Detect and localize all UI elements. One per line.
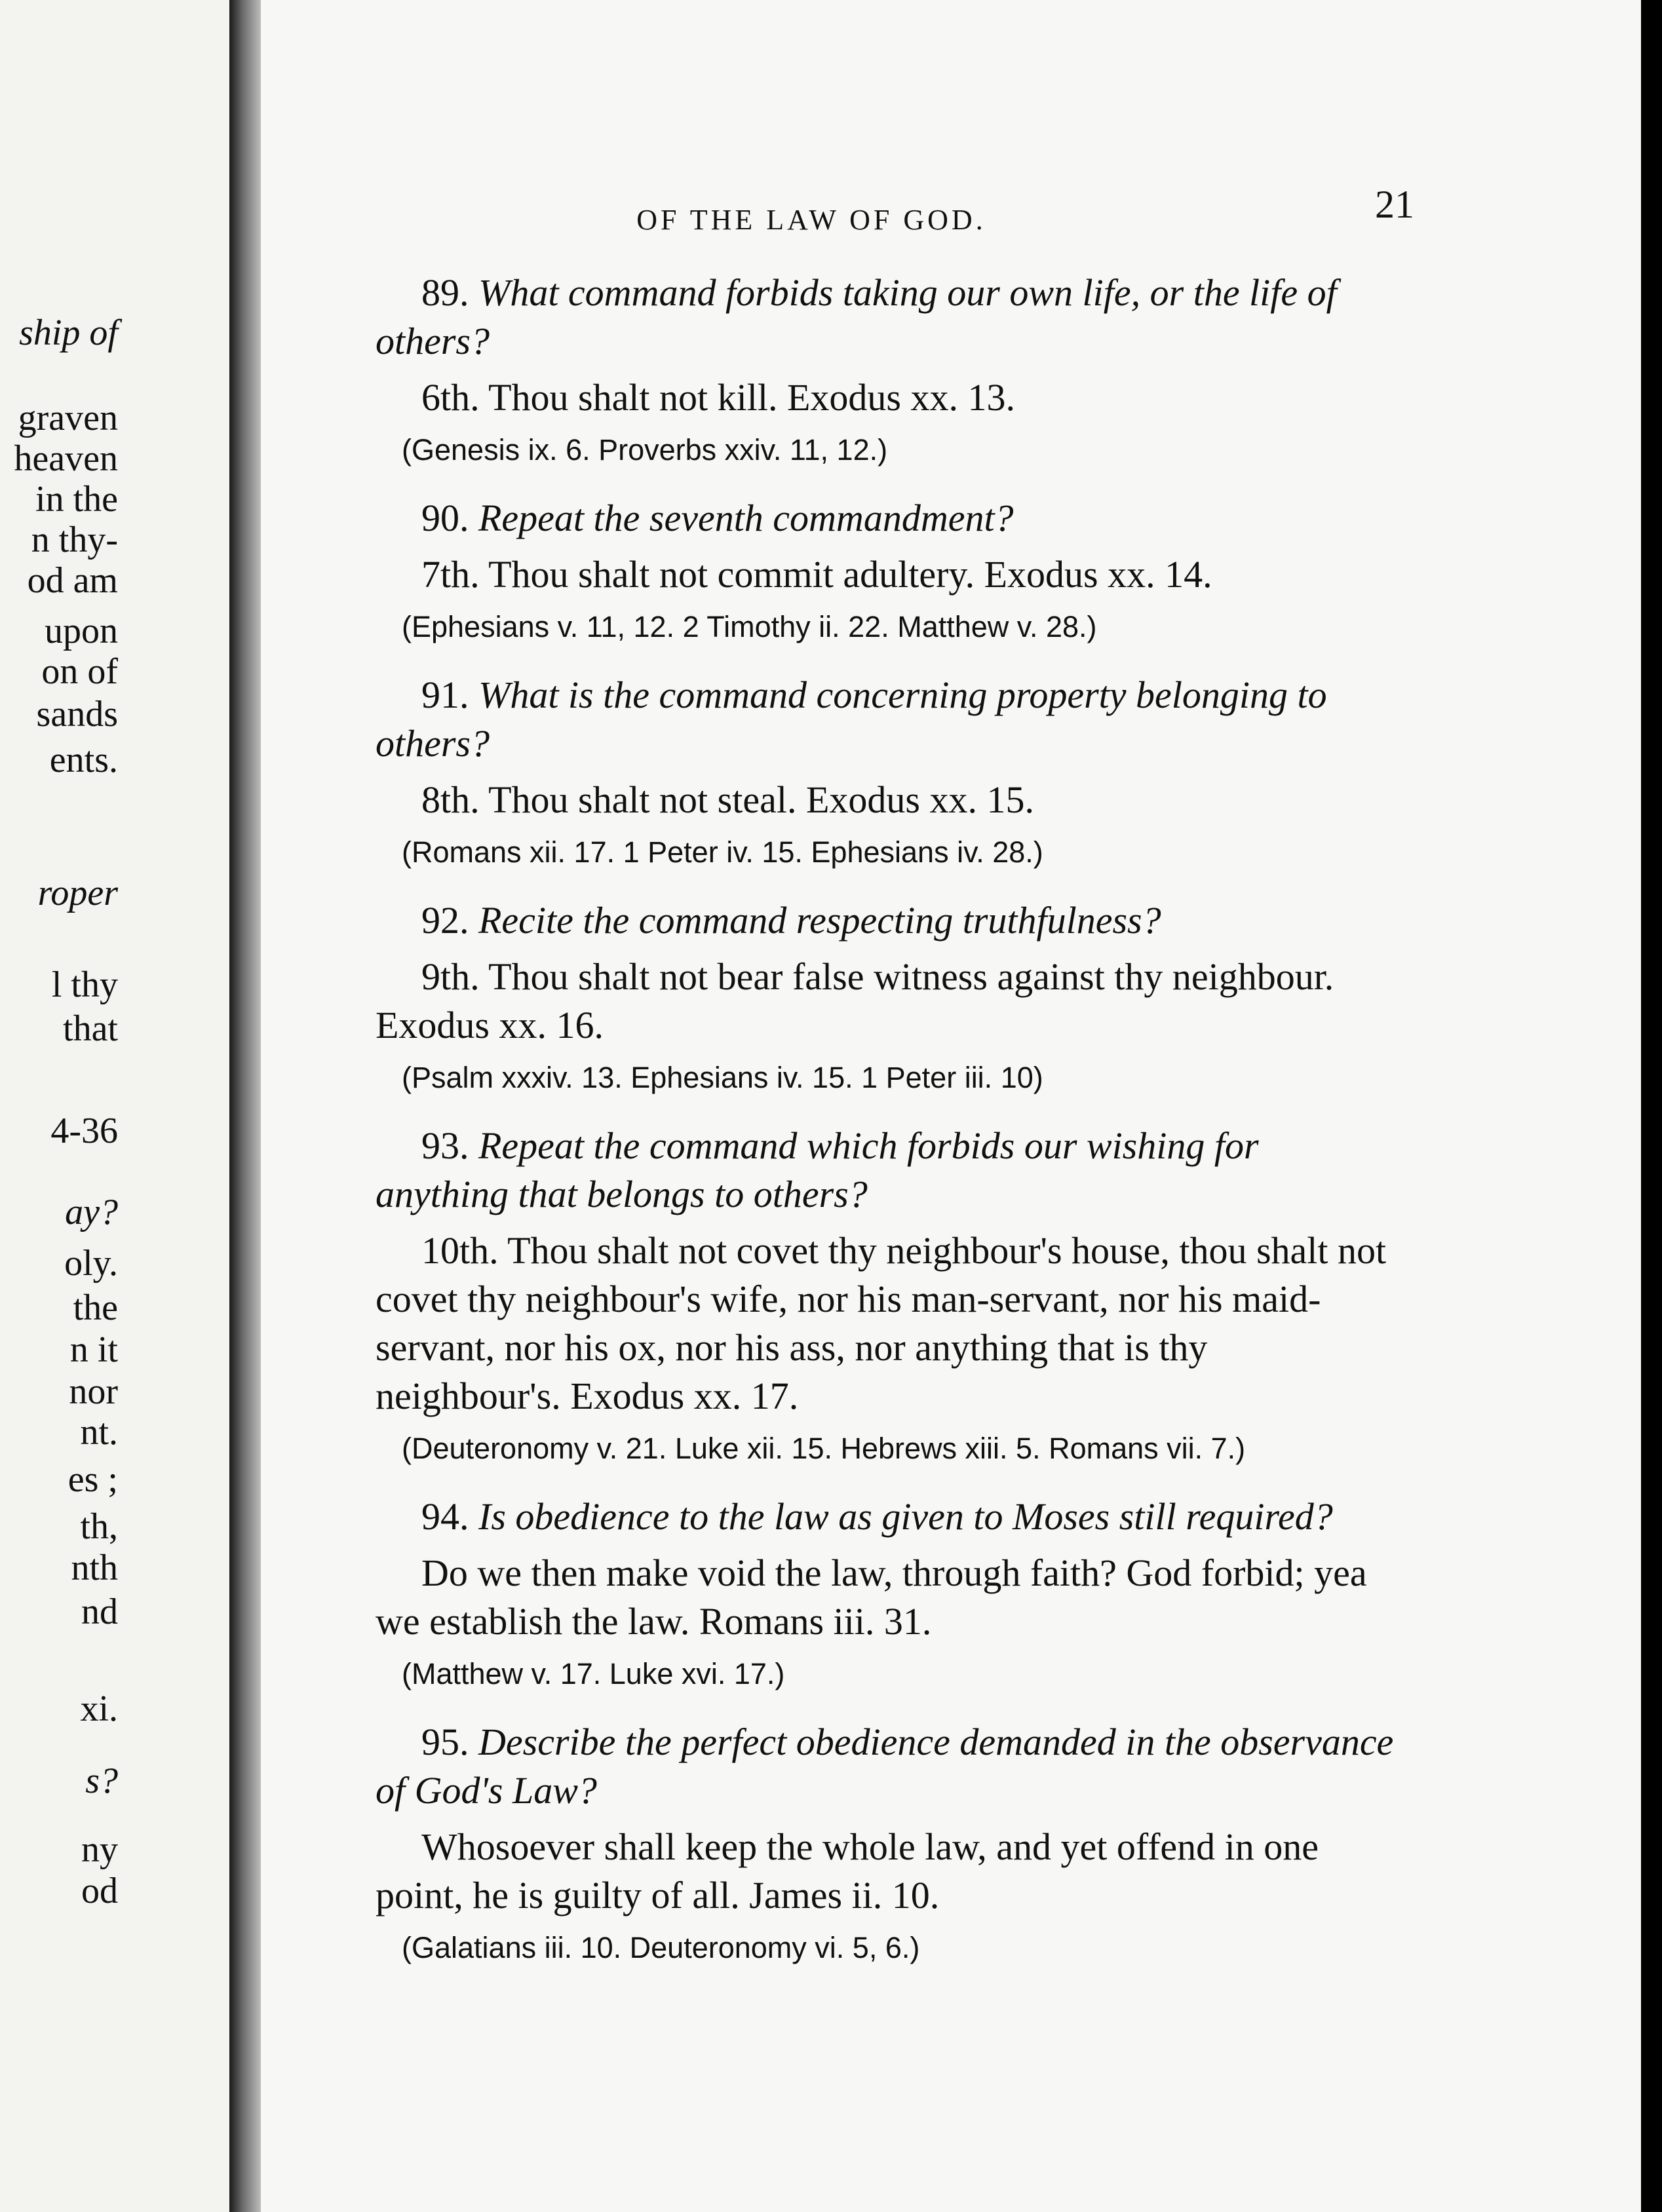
question-text: Recite the command respecting truthfulness?	[478, 899, 1161, 942]
question-number: 95.	[421, 1721, 469, 1763]
question	[376, 1122, 1398, 1219]
left-page-fragment: 4-36	[50, 1111, 118, 1151]
left-page-fragment: sands	[36, 694, 118, 734]
answer-text: 9th. Thou shalt not bear false witness against thy neighbour. Exodus xx. 16.	[376, 955, 1334, 1046]
scripture-references: (Romans xii. 17. 1 Peter iv. 15. Ephesians iv. 28.)	[402, 835, 1043, 869]
left-page-fragment: ny	[81, 1829, 118, 1870]
scripture-references: (Deuteronomy v. 21. Luke xii. 15. Hebrews xiii. 5. Romans vii. 7.)	[402, 1432, 1246, 1465]
left-page-fragment: nor	[69, 1371, 118, 1412]
page-edge-shadow	[1641, 0, 1652, 2212]
left-page-fragment: ship of	[19, 313, 118, 353]
right-page	[261, 0, 1652, 2212]
answer-text: Do we then make void the law, through faith? God forbid; yea we establish the law. Romans iii. 31.	[376, 1552, 1367, 1643]
catechism-body	[376, 269, 1398, 1992]
left-page-fragment: roper	[37, 873, 118, 913]
page-number: 21	[1375, 183, 1414, 226]
left-page-fragment: upon	[45, 611, 118, 651]
left-page-fragment: graven	[18, 398, 118, 438]
left-page-fragment: nt.	[80, 1412, 118, 1453]
running-head: OF THE LAW OF GOD.	[636, 204, 986, 236]
question-text: Repeat the seventh commandment?	[478, 497, 1014, 539]
left-page-fragment: that	[63, 1008, 118, 1049]
question-number: 90.	[421, 497, 469, 539]
left-page-fragment: in the	[35, 479, 118, 520]
left-page-fragment: n it	[69, 1329, 118, 1370]
left-page-fragment: ay?	[65, 1192, 118, 1232]
answer-text: 10th. Thou shalt not covet thy neighbour's house, thou shalt not covet thy neighbour's wife, nor his man-servant, nor his maid-servant, nor his ox, nor his ass, nor anything that is thy neighbour's. Exodus xx. 17.	[376, 1229, 1387, 1417]
answer-text: 6th. Thou shalt not kill. Exodus xx. 13.	[421, 376, 1015, 419]
left-page-fragment: od	[81, 1871, 118, 1911]
question-number: 89.	[421, 271, 469, 314]
question	[376, 269, 1398, 366]
left-page-fragment: heaven	[14, 438, 118, 479]
catechism-entry	[376, 1122, 1398, 1470]
left-page-fragment: ents.	[49, 740, 118, 780]
scripture-references: (Genesis ix. 6. Proverbs xxiv. 11, 12.)	[402, 433, 888, 467]
scripture-references: (Ephesians v. 11, 12. 2 Timothy ii. 22. Matthew v. 28.)	[402, 610, 1097, 643]
question	[376, 1493, 1398, 1541]
question	[376, 494, 1398, 543]
question-number: 94.	[421, 1495, 469, 1538]
question-text: Is obedience to the law as given to Moses still required?	[478, 1495, 1333, 1538]
left-page-fragment: s?	[85, 1761, 118, 1801]
left-page-fragment: nd	[81, 1592, 118, 1632]
question-number: 92.	[421, 899, 469, 942]
left-facing-page	[0, 0, 229, 2212]
catechism-entry	[376, 1718, 1398, 1970]
left-page-fragment: on of	[41, 651, 118, 692]
left-page-fragment: the	[73, 1287, 118, 1328]
question-text: Describe the perfect obedience demanded in the observance of God's Law?	[376, 1721, 1394, 1812]
question-text: Repeat the command which forbids our wishing for anything that belongs to others?	[376, 1124, 1259, 1215]
question	[376, 896, 1398, 945]
left-page-fragment: l thy	[51, 964, 118, 1005]
catechism-entry	[376, 494, 1398, 649]
scripture-references: (Matthew v. 17. Luke xvi. 17.)	[402, 1657, 785, 1690]
question-number: 93.	[421, 1124, 469, 1167]
catechism-entry	[376, 1493, 1398, 1696]
question	[376, 671, 1398, 768]
answer-text: 7th. Thou shalt not commit adultery. Exodus xx. 14.	[421, 553, 1212, 596]
left-page-fragment: es ;	[68, 1459, 118, 1500]
question-text: What command forbids taking our own life, or the life of others?	[376, 271, 1337, 362]
catechism-entry	[376, 896, 1398, 1099]
left-page-fragment: nth	[71, 1548, 118, 1588]
question-text: What is the command concerning property belonging to others?	[376, 674, 1327, 765]
answer-text: 8th. Thou shalt not steal. Exodus xx. 15.	[421, 778, 1034, 821]
left-page-fragment: n thy-	[31, 520, 118, 560]
answer-text: Whosoever shall keep the whole law, and yet offend in one point, he is guilty of all. James ii. 10.	[376, 1825, 1319, 1916]
catechism-entry	[376, 671, 1398, 874]
scripture-references: (Psalm xxxiv. 13. Ephesians iv. 15. 1 Peter iii. 10)	[402, 1061, 1043, 1094]
left-page-fragment: od am	[27, 560, 118, 601]
book-gutter	[229, 0, 261, 2212]
left-page-fragment: xi.	[80, 1688, 118, 1729]
question	[376, 1718, 1398, 1815]
scripture-references: (Galatians iii. 10. Deuteronomy vi. 5, 6.)	[402, 1931, 920, 1964]
left-page-fragment: oly.	[64, 1243, 118, 1284]
question-number: 91.	[421, 674, 469, 716]
left-page-fragment: th,	[80, 1506, 118, 1547]
catechism-entry	[376, 269, 1398, 472]
